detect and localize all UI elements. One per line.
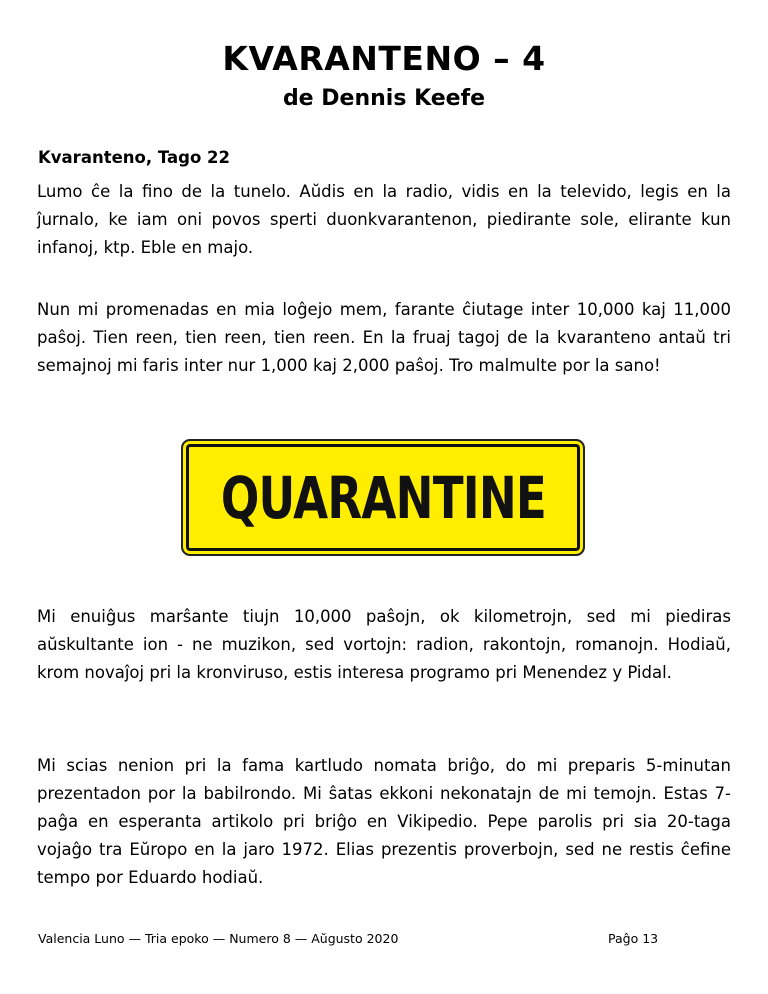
footer-publication: Valencia Luno — Tria epoko — Numero 8 — Aŭgusto 2020: [38, 931, 399, 946]
quarantine-sign-text: QUARANTINE: [220, 463, 546, 532]
quarantine-sign-image: [181, 439, 585, 556]
article-author: de Dennis Keefe: [282, 86, 486, 111]
section-heading: Kvaranteno, Tago 22: [38, 148, 230, 167]
footer-page-number: Paĝo 13: [608, 931, 659, 946]
paragraph-2: Nun mi promenadas en mia loĝejo mem, farante ĉiutage inter 10,000 kaj 11,000 paŝoj. Tien reen, tien reen, tien reen. En la fruaj tagoj de la kvaranteno antaŭ tri semajnoj mi faris inter nur 1,000 kaj 2,000 paŝoj. Tro malmulte por la sano!: [37, 300, 731, 375]
paragraph-4: Mi scias nenion pri la fama kartludo nomata briĝo, do mi preparis 5-minutan prezentadon por la babilrondo. Mi ŝatas ekkoni nekonatajn de mi temojn. Estas 7-paĝa en esperanta artikolo pri briĝo en Vikipedio. Pepe parolis pri sia 20-taga vojaĝo tra Eŭropo en la jaro 1972. Elias prezentis proverbojn, sed ne restis ĉefine tempo por Eduardo hodiaŭ.: [37, 756, 731, 887]
article-title: KVARANTENO – 4: [222, 39, 546, 78]
paragraph-1: Lumo ĉe la fino de la tunelo. Aŭdis en la radio, vidis en la televido, legis en la ĵurnalo, ke iam oni povos sperti duonkvarantenon, piedirante sole, elirante kun infanoj, ktp. Eble en majo.: [37, 182, 731, 257]
paragraph-3: Mi enuiĝus marŝante tiujn 10,000 paŝojn, ok kilometrojn, sed mi piediras aŭskultante ion - ne muzikon, sed vortojn: radion, rakontojn, romanojn. Hodiaŭ, krom novaĵoj pri la kronviruso, estis interesa programo pri Menendez y Pidal.: [37, 607, 731, 682]
